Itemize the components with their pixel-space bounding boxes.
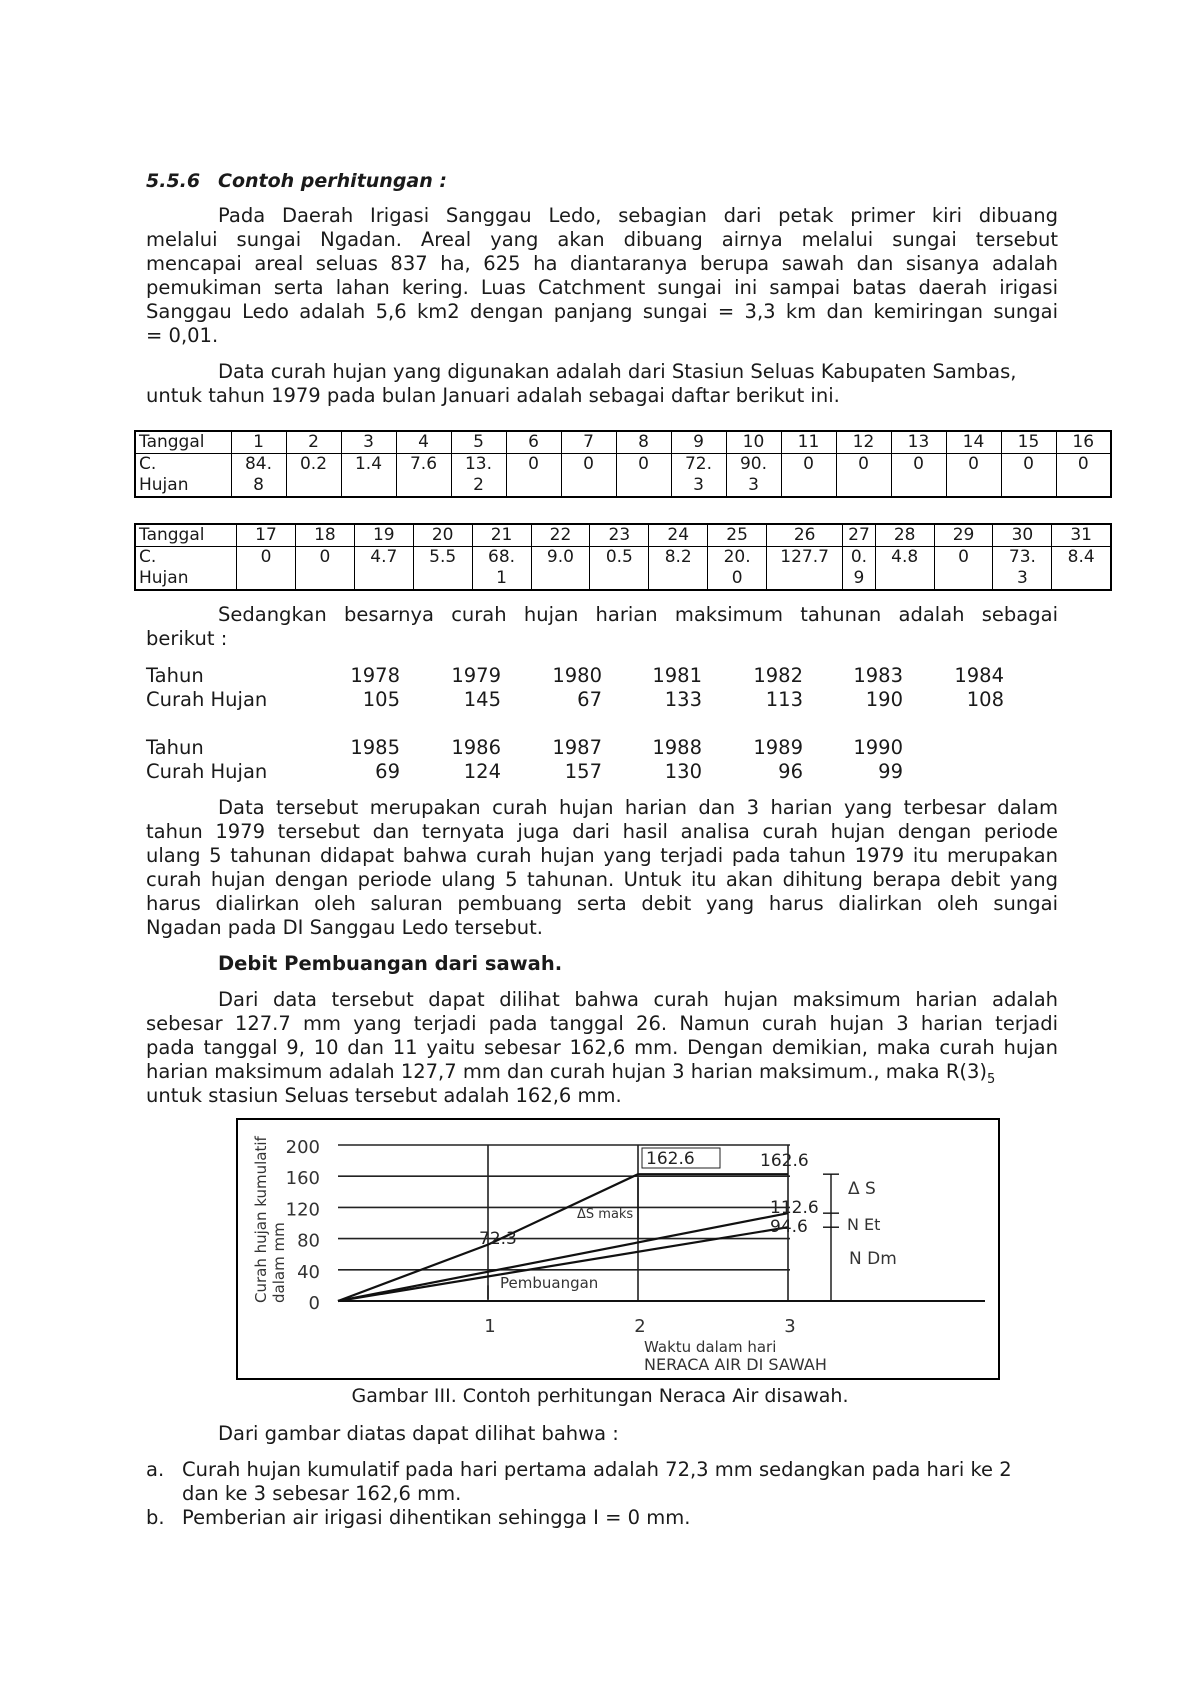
annual-value: 1978 [350,664,400,687]
water-balance-chart [238,1120,997,1377]
day-cell: 5 [451,431,506,454]
day-cell: 4 [396,431,451,454]
table-row [135,524,1111,547]
rainfall-cell: 0 [946,454,1001,498]
day-cell: 21 [472,524,531,547]
rainfall-cell: 13. 2 [451,454,506,498]
rainfall-cell: 0.2 [286,454,341,498]
rainfall-cell: 5.5 [413,547,472,591]
rainfall-cell: 0 [506,454,561,498]
y-tick-label: 40 [297,1261,320,1283]
text-line: harus dialirkan oleh saluran pembuang serta debit yang harus dialirkan oleh sungai [146,892,1058,915]
day-cell: 12 [836,431,891,454]
rainfall-cell: 8.2 [649,547,708,591]
text-line: pemukiman serta lahan kering. Luas Catchment sungai ini sampai batas daerah irigasi [146,276,1058,299]
year-row-label: Tahun [146,664,204,687]
section-title: Contoh perhitungan : [218,170,447,192]
y-axis-title: Curah hujan kumulatifdalam mm [252,1136,288,1303]
subscript: 5 [987,1071,996,1087]
rainfall-cell: 20. 0 [708,547,767,591]
annotation-n-et: N Et [847,1215,881,1234]
annotation-delta-s: Δ S [848,1179,876,1199]
annual-value: 99 [878,760,903,783]
text-line: Data curah hujan yang digunakan adalah dari Stasiun Seluas Kabupaten Sambas, [218,360,1017,383]
rainfall-cell: 0 [616,454,671,498]
day-cell: 30 [993,524,1052,547]
annual-value: 105 [362,688,400,711]
text-line: Dari data tersebut dapat dilihat bahwa curah hujan maksimum harian adalah [218,988,1058,1011]
rainfall-table-1 [134,430,1112,498]
rainfall-cell: 72. 3 [671,454,726,498]
x-tick-label: 1 [484,1316,496,1337]
table-row [135,547,1111,591]
day-cell: 7 [561,431,616,454]
annual-value: 1986 [451,736,501,759]
x-tick-label: 3 [784,1316,796,1337]
day-cell: 24 [649,524,708,547]
rainfall-cell: 90. 3 [726,454,781,498]
text-line: berikut : [146,627,228,650]
rainfall-cell: 1.4 [341,454,396,498]
text-line: Ngadan pada DI Sanggau Ledo tersebut. [146,916,543,939]
annual-value: 67 [577,688,602,711]
text-line: Sanggau Ledo adalah 5,6 km2 dengan panjang sungai = 3,3 km dan kemiringan sungai [146,300,1058,323]
text-line: melalui sungai Ngadan. Areal yang akan dibuang airnya melalui sungai tersebut [146,228,1058,251]
day-cell: 11 [781,431,836,454]
text-line: untuk stasiun Seluas tersebut adalah 162,6 mm. [146,1084,622,1107]
annual-value: 1984 [954,664,1004,687]
annual-value: 1990 [853,736,903,759]
annual-value: 130 [664,760,702,783]
rainfall-cell: 0 [561,454,616,498]
section-heading [146,170,447,192]
day-cell: 22 [531,524,590,547]
y-tick-label: 160 [285,1168,320,1190]
rainfall-cell: 0 [781,454,836,498]
text-line: curah hujan dengan periode ulang 5 tahunan. Untuk itu akan dihitung berapa debit yang [146,868,1058,891]
day-cell: 25 [708,524,767,547]
point-label: 162.6 [646,1149,695,1169]
rainfall-cell: 4.8 [875,547,934,591]
right-value-label: 112.6 [770,1198,819,1218]
annotation-pembuangan: Pembuangan [500,1274,599,1292]
rainfall-cell: 127.7 [767,547,843,591]
day-cell: 29 [934,524,993,547]
annual-value: 1989 [753,736,803,759]
rainfall-cell: 0.5 [590,547,649,591]
x-axis-title: Waktu dalam hari [644,1338,777,1356]
text-line: harian maksimum adalah 127,7 mm dan curah hujan 3 harian maksimum., maka $R(3)_5$ [146,1060,996,1087]
annual-value: 1980 [552,664,602,687]
point-label: 72.3 [479,1229,517,1249]
annual-value: 1981 [652,664,702,687]
day-cell: 20 [413,524,472,547]
annual-value: 190 [865,688,903,711]
list-item-text: Pemberian air irigasi dihentikan sehingga I = 0 mm. [182,1506,691,1529]
text-line: ulang 5 tahunan didapat bahwa curah hujan yang terjadi pada tahun 1979 itu merupakan [146,844,1058,867]
day-cell: 23 [590,524,649,547]
rainfall-cell: 73. 3 [993,547,1052,591]
rainfall-cell: 0 [836,454,891,498]
rainfall-cell: 7.6 [396,454,451,498]
day-cell: 9 [671,431,726,454]
y-tick-label: 200 [285,1137,320,1158]
rainfall-cell: 0 [237,547,296,591]
day-cell: 15 [1001,431,1056,454]
rainfall-row-label: Curah Hujan [146,760,268,783]
rainfall-cell: 9.0 [531,547,590,591]
rainfall-cell: 4.7 [354,547,413,591]
annual-value: 113 [765,688,803,711]
y-tick-label: 80 [297,1230,320,1252]
annual-value: 1988 [652,736,702,759]
rainfall-cell: 0 [1001,454,1056,498]
section-number: 5.5.6 [146,170,201,192]
chart-title: NERACA AIR DI SAWAH [644,1355,827,1374]
table-row [135,431,1111,454]
text-line: mencapai areal seluas 837 ha, 625 ha diantaranya berupa sawah dan sisanya adalah [146,252,1058,275]
day-cell: 18 [295,524,354,547]
rainfall-cell: 0 [934,547,993,591]
text-line: untuk tahun 1979 pada bulan Januari adalah sebagai daftar berikut ini. [146,384,840,407]
rainfall-cell: 68. 1 [472,547,531,591]
day-cell: 17 [237,524,296,547]
text-line: Data tersebut merupakan curah hujan harian dan 3 harian yang terbesar dalam [218,796,1058,819]
rainfall-cell: 84. 8 [231,454,286,498]
text-line: Sedangkan besarnya curah hujan harian maksimum tahunan adalah sebagai [218,603,1058,626]
table-row [135,454,1111,498]
year-row-label: Tahun [146,736,204,759]
day-cell: 31 [1052,524,1111,547]
day-cell: 28 [875,524,934,547]
list-item-label: a. [146,1458,165,1481]
table-header-cell: C. Hujan [135,547,237,591]
text-line: tahun 1979 tersebut dan ternyata juga dari hasil analisa curah hujan dengan periode [146,820,1058,843]
day-cell: 16 [1056,431,1111,454]
rainfall-cell: 0. 9 [843,547,875,591]
annual-value: 133 [664,688,702,711]
day-cell: 3 [341,431,396,454]
annotation-ds-maks: ΔS maks [577,1207,634,1222]
annual-value: 108 [966,688,1004,711]
annotation-n-dm: N Dm [849,1249,897,1269]
day-cell: 27 [843,524,875,547]
y-tick-label: 0 [308,1293,320,1314]
annual-value: 145 [463,688,501,711]
list-item-label: b. [146,1506,165,1529]
annual-value: 1985 [350,736,400,759]
list-item-text: dan ke 3 sebesar 162,6 mm. [182,1482,462,1505]
x-tick-label: 2 [634,1316,646,1337]
rainfall-table-2 [134,523,1112,591]
text-line: sebesar 127.7 mm yang terjadi pada tanggal 26. Namun curah hujan 3 harian terjadi [146,1012,1058,1035]
rainfall-cell: 0 [891,454,946,498]
figure-caption: Gambar III. Contoh perhitungan Neraca Air disawah. [351,1385,849,1407]
table-header-cell: Tanggal [135,431,231,454]
list-item-text: Curah hujan kumulatif pada hari pertama adalah 72,3 mm sedangkan pada hari ke 2 [182,1458,1012,1481]
rainfall-cell: 0 [1056,454,1111,498]
annual-value: 1982 [753,664,803,687]
table-header-cell: C. Hujan [135,454,231,498]
conclusion-intro: Dari gambar diatas dapat dilihat bahwa : [218,1422,619,1445]
day-cell: 26 [767,524,843,547]
day-cell: 14 [946,431,1001,454]
subheading: Debit Pembuangan dari sawah. [218,952,563,975]
day-cell: 2 [286,431,341,454]
annual-value: 69 [375,760,400,783]
text-line: Pada Daerah Irigasi Sanggau Ledo, sebagian dari petak primer kiri dibuang [218,204,1058,227]
right-value-label: 162.6 [760,1151,809,1171]
annual-value: 1979 [451,664,501,687]
annual-value: 124 [463,760,501,783]
water-balance-figure [236,1118,1000,1380]
y-tick-label: 120 [285,1199,320,1221]
annual-value: 1987 [552,736,602,759]
day-cell: 13 [891,431,946,454]
annual-value: 1983 [853,664,903,687]
text-line: = 0,01. [146,324,219,347]
rainfall-cell: 8.4 [1052,547,1111,591]
table-header-cell: Tanggal [135,524,237,547]
day-cell: 8 [616,431,671,454]
annual-value: 157 [564,760,602,783]
text-line: pada tanggal 9, 10 dan 11 yaitu sebesar 162,6 mm. Dengan demikian, maka curah hujan [146,1036,1058,1059]
right-value-label: 94.6 [770,1217,808,1237]
day-cell: 6 [506,431,561,454]
day-cell: 10 [726,431,781,454]
day-cell: 19 [354,524,413,547]
annual-value: 96 [778,760,803,783]
day-cell: 1 [231,431,286,454]
rainfall-row-label: Curah Hujan [146,688,268,711]
rainfall-cell: 0 [295,547,354,591]
